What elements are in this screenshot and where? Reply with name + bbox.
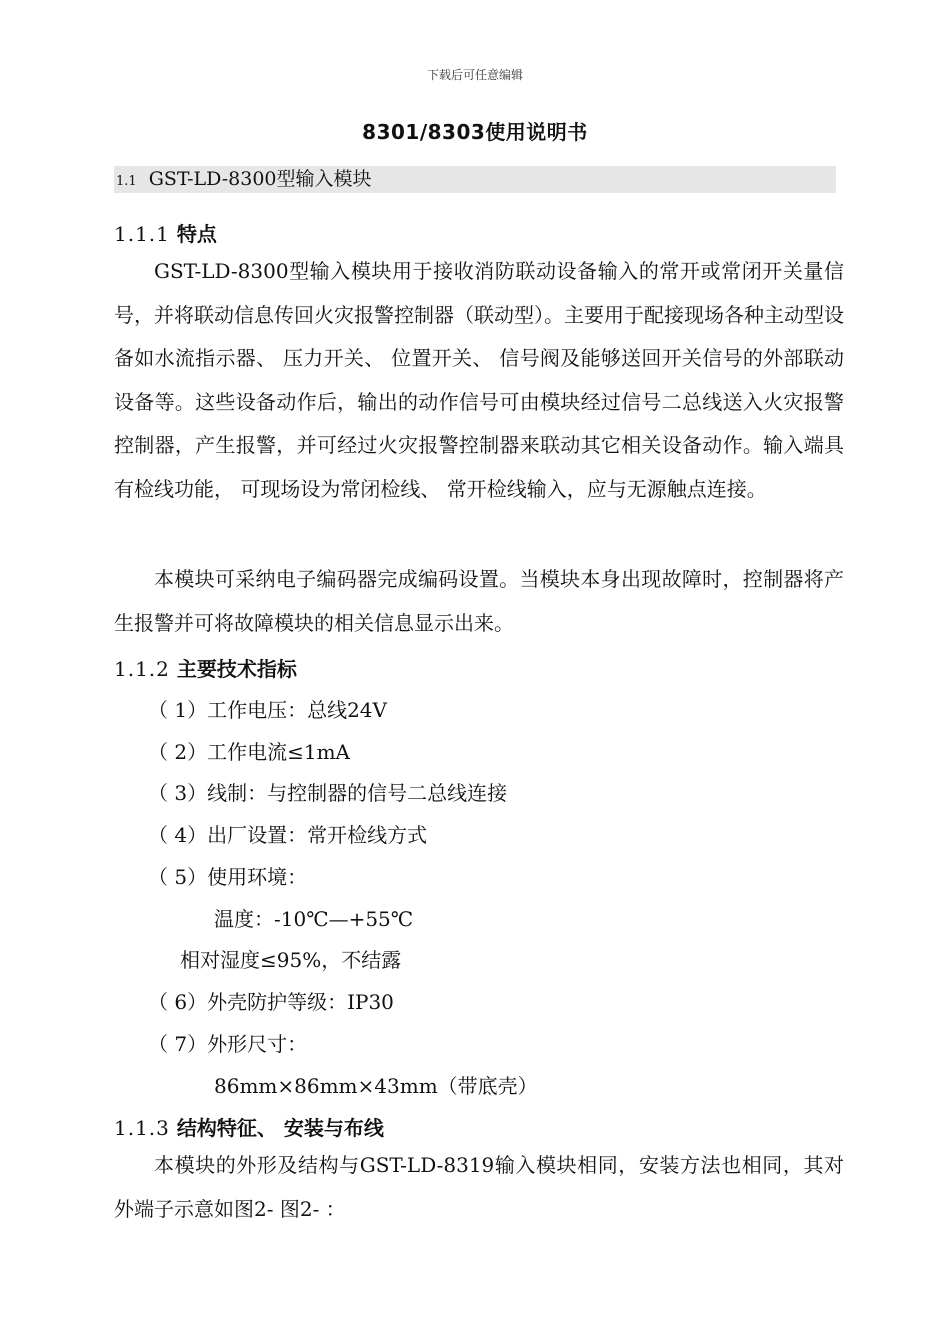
document-title: 8301/8303使用说明书 <box>362 120 588 144</box>
features-paragraph-2: 本模块可采纳电子编码器完成编码设置。当模块本身出现故障时，控制器将产生报警并可将故障模块的相关信息显示出来。 <box>114 567 844 635</box>
spec-item-5: （ 5）使用环境： <box>148 865 308 889</box>
heading-1-1-2 <box>114 653 297 682</box>
spec-item-6: （ 6）外壳防护等级：IP30 <box>148 990 394 1014</box>
spec-item-4: （ 4）出厂设置：常开检线方式 <box>148 823 428 847</box>
heading-number: 1.1.3 <box>114 1116 170 1140</box>
heading-1-1-3 <box>114 1112 384 1141</box>
section-heading-1-1 <box>114 166 836 193</box>
heading-1-1-1 <box>114 218 217 247</box>
spec-dimensions: 86mm×86mm×43mm（带底壳） <box>214 1074 538 1098</box>
structure-paragraph: 本模块的外形及结构与GST-LD-8319输入模块相同，安装方法也相同，其对外端子示意如图2- 图2- ： <box>114 1153 844 1221</box>
heading-text: 结构特征、 安装与布线 <box>176 1116 384 1140</box>
header-note: 下载后可任意编辑 <box>426 68 523 82</box>
features-paragraph-1: GST-LD-8300型输入模块用于接收消防联动设备输入的常开或常闭开关量信号，并将联动信息传回火灾报警控制器（联动型）。主要用于配接现场各种主动型设备如水流指示器、 压力开关、 位置开关、 信号阀及能够送回开关信号的外部联动设备等。这些设备动作后，输出的动作信号可由模块经过信号二总线送入火灾报警控制器，产生报警，并可经过火灾报警控制器来联动其它相关设备动作。输入端具有检线功能， 可现场设为常闭检线、 常开检线输入，应与无源触点连接。 <box>114 259 844 501</box>
spec-item-2: （ 2）工作电流≤1mA <box>148 740 350 764</box>
heading-number: 1.1.2 <box>114 657 170 681</box>
heading-text: 特点 <box>176 222 217 246</box>
section-title: GST-LD-8300型输入模块 <box>148 168 372 190</box>
heading-number: 1.1.1 <box>114 222 170 246</box>
spec-humidity: 相对湿度≤95%，不结露 <box>180 948 402 972</box>
spec-item-7: （ 7）外形尺寸： <box>148 1032 308 1056</box>
spec-temperature: 温度：-10℃—+55℃ <box>214 907 414 931</box>
spec-item-1: （ 1）工作电压：总线24V <box>148 698 387 722</box>
heading-text: 主要技术指标 <box>176 657 297 681</box>
section-number: 1.1 <box>116 174 137 189</box>
spec-item-3: （ 3）线制：与控制器的信号二总线连接 <box>148 781 508 805</box>
